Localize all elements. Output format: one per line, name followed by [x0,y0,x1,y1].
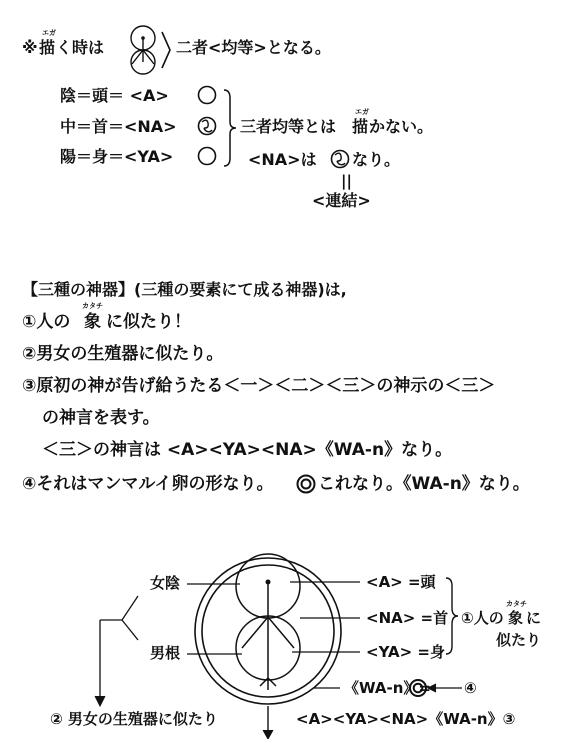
double-circle-icon [408,678,428,698]
eq-mark: || [341,172,352,190]
point-1-prefix: ①人の [22,312,71,332]
section-heading: 【三種の神器】(三種の要素にて成る神器)は, [22,280,347,299]
no-equal-suffix: かない。 [369,117,434,136]
male-label: 男根 [150,644,181,662]
point-3-line3: ＜三＞の神言は <A><YA><NA>《WA-n》なり。 [42,440,453,460]
equal-text: 二者<均等>となる。 [176,38,331,57]
label-na: <NA> =首 [366,609,449,627]
sequence-label: <A><YA><NA>《WA-n》③ [296,710,516,728]
no-equal-prefix: 三者均等とは [240,117,337,136]
point-3-line2: の神言を表す。 [42,408,160,428]
human-line2: 似たり [496,631,542,649]
draw-ruby: エガ [42,29,56,37]
point-4-prefix: ④それはマンマルイ卵の形なり。 [22,474,274,494]
point-2: ②男女の生殖器に似たり。 [22,344,224,364]
note-mark: ※ [22,38,38,57]
female-label: 女陰 [150,574,181,592]
label-a: <A> =頭 [366,573,436,591]
genital-label: ② 男女の生殖器に似たり [50,710,218,728]
point-3-line1: ③原初の神が告げ給うたる＜一＞＜二＞＜三＞の神示の＜三＞ [22,376,496,396]
point-1-kanji: 象 [84,312,101,332]
wan-label: 《WA-n》= [344,679,431,697]
human-prefix: ①人の [461,609,504,627]
no-equal-ruby: エガ [355,108,369,116]
human-kanji: 象 [508,609,524,627]
four-label: ④ [464,679,477,697]
label-ya: <YA> =身 [366,643,445,661]
na-is-suffix: なり。 [352,150,401,169]
human-suffix: に [526,609,542,627]
point-1-ruby: カタチ [82,302,103,310]
triad-row-a: 陰＝頭＝ <A> [60,86,169,105]
point-1-suffix: に似たり！ [106,312,191,332]
triad-row-ya: 陽＝身＝<YA> [60,147,174,166]
na-is-prefix: <NA>は [248,150,317,169]
point-4-suffix: これなり。《WA-n》なり。 [318,474,530,494]
draw-kanji: 描 [39,38,56,57]
triad-row-na: 中＝首＝<NA> [60,117,177,136]
no-equal-kanji: 描 [352,117,369,136]
draw-rest: く時は [56,38,105,57]
human-ruby: カタチ [506,600,527,608]
link-label: <連結> [312,191,371,210]
